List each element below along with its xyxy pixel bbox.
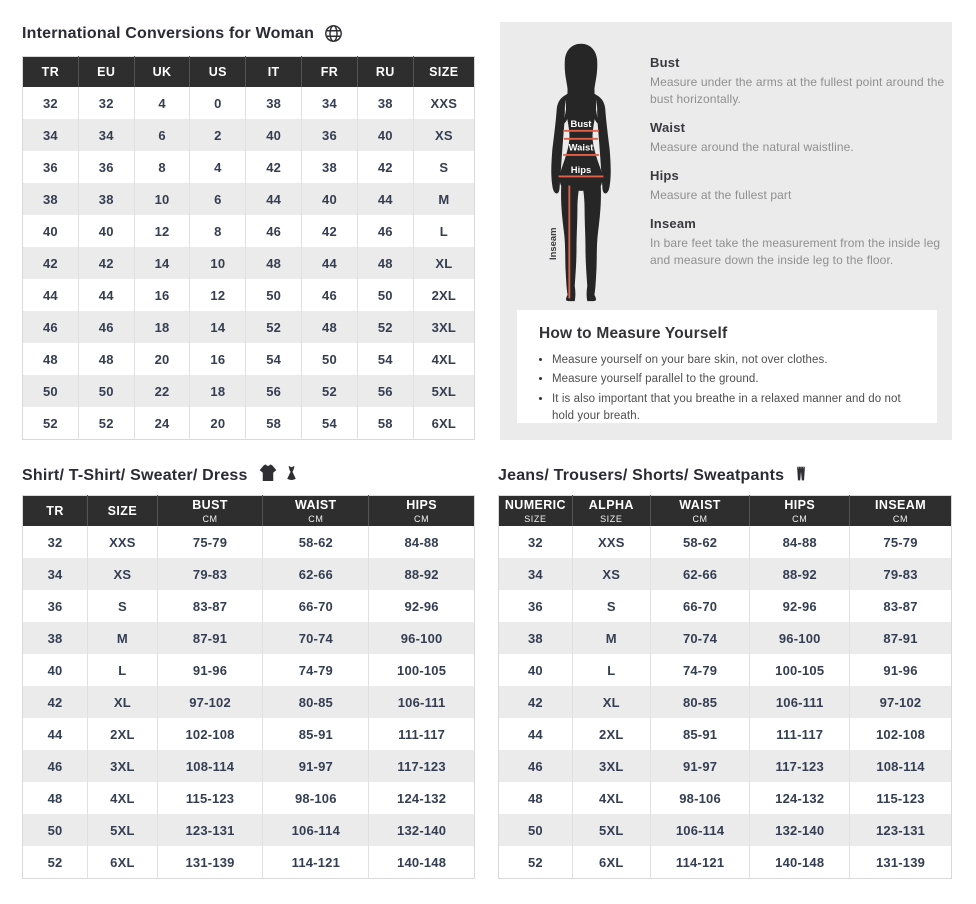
- table-cell: S: [572, 590, 650, 622]
- table-cell: 108-114: [850, 750, 952, 782]
- table-row: [499, 558, 952, 590]
- table-cell: 36: [23, 151, 79, 183]
- table-cell: 46: [23, 311, 79, 343]
- table-cell: 66-70: [263, 590, 369, 622]
- column-header: WAIST CM: [650, 496, 750, 527]
- table-cell: 48: [357, 247, 413, 279]
- table-cell: 14: [134, 247, 190, 279]
- table-row: [23, 407, 475, 440]
- how-to-bullet: • Measure yourself on your bare skin, not over clothes.: [552, 352, 915, 369]
- table-cell: 50: [78, 375, 134, 407]
- table-cell: 132-140: [369, 814, 475, 846]
- table-cell: 46: [23, 750, 88, 782]
- table-row: [499, 590, 952, 622]
- table-row: [23, 215, 475, 247]
- table-row: [499, 654, 952, 686]
- table-row: [23, 375, 475, 407]
- shirt-section-title-text: Shirt/ T-Shirt/ Sweater/ Dress: [22, 466, 248, 484]
- jeans-size-table: [498, 495, 952, 879]
- table-cell: 52: [23, 407, 79, 440]
- table-cell: 132-140: [750, 814, 850, 846]
- figure-bust-label: Bust: [570, 118, 592, 130]
- table-cell: 83-87: [850, 590, 952, 622]
- table-cell: 0: [190, 87, 246, 119]
- table-cell: 48: [302, 311, 358, 343]
- globe-icon: [324, 24, 343, 43]
- table-cell: S: [88, 590, 158, 622]
- table-cell: 54: [246, 343, 302, 375]
- table-cell: 12: [190, 279, 246, 311]
- table-cell: 140-148: [750, 846, 850, 879]
- table-cell: 50: [246, 279, 302, 311]
- table-cell: 85-91: [650, 718, 750, 750]
- table-cell: 102-108: [157, 718, 263, 750]
- table-row: [499, 526, 952, 558]
- table-cell: 115-123: [850, 782, 952, 814]
- table-cell: 87-91: [850, 622, 952, 654]
- table-cell: 58-62: [650, 526, 750, 558]
- table-cell: 44: [23, 718, 88, 750]
- table-row: [499, 718, 952, 750]
- column-header: TR: [23, 57, 79, 88]
- table-cell: 46: [499, 750, 573, 782]
- table-cell: L: [88, 654, 158, 686]
- table-cell: 6XL: [572, 846, 650, 879]
- table-cell: 123-131: [850, 814, 952, 846]
- table-cell: 96-100: [750, 622, 850, 654]
- tshirt-icon: [258, 463, 278, 488]
- table-cell: 34: [302, 87, 358, 119]
- measurement-instructions: [650, 55, 946, 281]
- table-cell: M: [572, 622, 650, 654]
- table-cell: 5XL: [413, 375, 474, 407]
- measure-item-hips: [650, 168, 946, 204]
- table-cell: 123-131: [157, 814, 263, 846]
- table-cell: 44: [246, 183, 302, 215]
- column-header: RU: [357, 57, 413, 88]
- table-cell: 140-148: [369, 846, 475, 879]
- table-cell: 4XL: [572, 782, 650, 814]
- measure-item-inseam: [650, 216, 946, 269]
- figure-hips-label: Hips: [570, 163, 592, 175]
- table-row: [23, 814, 475, 846]
- table-cell: 2XL: [572, 718, 650, 750]
- table-row: [499, 782, 952, 814]
- table-cell: 40: [78, 215, 134, 247]
- table-cell: 58: [357, 407, 413, 440]
- table-cell: 6XL: [413, 407, 474, 440]
- table-cell: 42: [302, 215, 358, 247]
- table-cell: 3XL: [413, 311, 474, 343]
- table-cell: 124-132: [750, 782, 850, 814]
- table-cell: 80-85: [263, 686, 369, 718]
- table-row: [23, 782, 475, 814]
- table-cell: 96-100: [369, 622, 475, 654]
- table-cell: 18: [134, 311, 190, 343]
- table-row: [499, 750, 952, 782]
- how-to-measure-title: How to Measure Yourself: [539, 325, 728, 342]
- table-cell: 102-108: [850, 718, 952, 750]
- table-cell: 91-96: [157, 654, 263, 686]
- table-cell: 32: [23, 87, 79, 119]
- table-cell: 91-97: [263, 750, 369, 782]
- measurement-panel: [500, 22, 952, 440]
- table-cell: 100-105: [750, 654, 850, 686]
- figure-inseam-label: Inseam: [546, 227, 558, 260]
- table-cell: 50: [302, 343, 358, 375]
- table-cell: 38: [23, 183, 79, 215]
- table-cell: XS: [572, 558, 650, 590]
- table-cell: 83-87: [157, 590, 263, 622]
- table-row: [23, 750, 475, 782]
- table-cell: 106-111: [369, 686, 475, 718]
- table-cell: 46: [302, 279, 358, 311]
- table-cell: XXS: [88, 526, 158, 558]
- table-cell: 46: [246, 215, 302, 247]
- table-cell: 50: [499, 814, 573, 846]
- table-cell: 42: [23, 247, 79, 279]
- table-cell: 3XL: [88, 750, 158, 782]
- table-cell: 34: [23, 558, 88, 590]
- table-cell: 16: [134, 279, 190, 311]
- table-row: [23, 558, 475, 590]
- table-cell: 106-114: [263, 814, 369, 846]
- table-cell: 42: [246, 151, 302, 183]
- table-cell: 36: [499, 590, 573, 622]
- table-cell: 79-83: [157, 558, 263, 590]
- table-cell: 58-62: [263, 526, 369, 558]
- table-cell: 48: [78, 343, 134, 375]
- table-cell: 58: [246, 407, 302, 440]
- table-cell: 38: [499, 622, 573, 654]
- column-header: FR: [302, 57, 358, 88]
- header-row: [23, 496, 475, 527]
- table-cell: 40: [246, 119, 302, 151]
- table-cell: 131-139: [850, 846, 952, 879]
- how-to-bullet: • It is also important that you breathe in a relaxed manner and do not hold your breath.: [552, 391, 915, 426]
- table-cell: 79-83: [850, 558, 952, 590]
- table-cell: 106-114: [650, 814, 750, 846]
- table-cell: 97-102: [157, 686, 263, 718]
- measure-item-text: Measure around the natural waistline.: [650, 140, 854, 155]
- table-cell: 22: [134, 375, 190, 407]
- table-cell: 38: [78, 183, 134, 215]
- table-cell: 32: [23, 526, 88, 558]
- table-cell: XXS: [413, 87, 474, 119]
- table-cell: 40: [499, 654, 573, 686]
- table-cell: 46: [357, 215, 413, 247]
- table-cell: XS: [413, 119, 474, 151]
- table-row: [23, 654, 475, 686]
- jeans-section-title: [498, 463, 808, 489]
- column-header: SIZE: [413, 57, 474, 88]
- column-header: BUST CM: [157, 496, 263, 527]
- table-cell: 36: [23, 590, 88, 622]
- table-cell: M: [88, 622, 158, 654]
- table-cell: M: [413, 183, 474, 215]
- table-cell: 44: [357, 183, 413, 215]
- pants-icon: [794, 463, 808, 489]
- table-cell: 52: [499, 846, 573, 879]
- table-cell: 111-117: [369, 718, 475, 750]
- table-cell: XL: [413, 247, 474, 279]
- table-cell: 54: [357, 343, 413, 375]
- table-row: [23, 119, 475, 151]
- table-cell: XXS: [572, 526, 650, 558]
- table-cell: 10: [190, 247, 246, 279]
- table-cell: 8: [134, 151, 190, 183]
- header-row: [23, 57, 475, 88]
- figure-waist-label: Waist: [568, 141, 594, 153]
- column-header: HIPS CM: [369, 496, 475, 527]
- table-cell: 92-96: [369, 590, 475, 622]
- table-row: [23, 151, 475, 183]
- table-cell: 3XL: [572, 750, 650, 782]
- table-cell: 54: [302, 407, 358, 440]
- table-cell: 18: [190, 375, 246, 407]
- table-cell: 100-105: [369, 654, 475, 686]
- table-cell: 124-132: [369, 782, 475, 814]
- column-header: EU: [78, 57, 134, 88]
- table-cell: 40: [357, 119, 413, 151]
- table-cell: XL: [572, 686, 650, 718]
- table-cell: 111-117: [750, 718, 850, 750]
- table-cell: 32: [78, 87, 134, 119]
- table-cell: 36: [78, 151, 134, 183]
- table-cell: 42: [357, 151, 413, 183]
- table-cell: 80-85: [650, 686, 750, 718]
- table-cell: 4: [190, 151, 246, 183]
- table-cell: 52: [357, 311, 413, 343]
- table-row: [23, 87, 475, 119]
- table-cell: 40: [23, 654, 88, 686]
- table-cell: 34: [23, 119, 79, 151]
- table-cell: 36: [302, 119, 358, 151]
- table-cell: 48: [499, 782, 573, 814]
- table-cell: XL: [88, 686, 158, 718]
- measure-item-waist: [650, 120, 946, 156]
- table-cell: 5XL: [572, 814, 650, 846]
- table-cell: 2XL: [88, 718, 158, 750]
- table-cell: 87-91: [157, 622, 263, 654]
- table-cell: 106-111: [750, 686, 850, 718]
- column-header: HIPS CM: [750, 496, 850, 527]
- column-header: IT: [246, 57, 302, 88]
- table-cell: 74-79: [263, 654, 369, 686]
- table-cell: 56: [246, 375, 302, 407]
- conversions-title: [22, 24, 343, 43]
- table-cell: 50: [357, 279, 413, 311]
- table-cell: 62-66: [650, 558, 750, 590]
- table-cell: 42: [78, 247, 134, 279]
- dress-icon: [284, 463, 299, 488]
- table-cell: 14: [190, 311, 246, 343]
- table-cell: 48: [23, 782, 88, 814]
- table-cell: XS: [88, 558, 158, 590]
- table-cell: 8: [190, 215, 246, 247]
- table-row: [23, 590, 475, 622]
- column-header: NUMERIC SIZE: [499, 496, 573, 527]
- table-cell: 52: [302, 375, 358, 407]
- table-cell: 34: [78, 119, 134, 151]
- table-cell: S: [413, 151, 474, 183]
- table-cell: 24: [134, 407, 190, 440]
- table-cell: 10: [134, 183, 190, 215]
- table-cell: 20: [134, 343, 190, 375]
- how-to-measure-list: [539, 352, 915, 425]
- table-cell: 62-66: [263, 558, 369, 590]
- table-cell: 92-96: [750, 590, 850, 622]
- column-header: UK: [134, 57, 190, 88]
- table-row: [23, 846, 475, 879]
- table-cell: 108-114: [157, 750, 263, 782]
- table-cell: 88-92: [369, 558, 475, 590]
- table-row: [23, 718, 475, 750]
- table-cell: 4: [134, 87, 190, 119]
- table-row: [499, 814, 952, 846]
- table-cell: 56: [357, 375, 413, 407]
- measure-item-text: In bare feet take the measurement from the inside leg and measure down the inside leg to the floor.: [650, 236, 941, 268]
- table-row: [23, 311, 475, 343]
- table-cell: 40: [302, 183, 358, 215]
- conversions-title-text: International Conversions for Woman: [22, 24, 315, 42]
- table-cell: 38: [357, 87, 413, 119]
- table-cell: 44: [499, 718, 573, 750]
- table-cell: 117-123: [750, 750, 850, 782]
- table-cell: 91-97: [650, 750, 750, 782]
- measure-item-text: Measure at the fullest part: [650, 188, 792, 203]
- table-cell: 117-123: [369, 750, 475, 782]
- table-cell: 6: [134, 119, 190, 151]
- table-cell: 38: [302, 151, 358, 183]
- table-cell: 50: [23, 814, 88, 846]
- table-cell: 6XL: [88, 846, 158, 879]
- shirt-section-title: [22, 463, 299, 488]
- table-cell: 46: [78, 311, 134, 343]
- table-cell: 38: [23, 622, 88, 654]
- table-cell: 34: [499, 558, 573, 590]
- jeans-section-title-text: Jeans/ Trousers/ Shorts/ Sweatpants: [498, 467, 785, 484]
- table-cell: 114-121: [650, 846, 750, 879]
- table-cell: 50: [23, 375, 79, 407]
- measure-item-title: Waist: [650, 120, 686, 136]
- table-cell: 12: [134, 215, 190, 247]
- table-cell: 131-139: [157, 846, 263, 879]
- woman-silhouette-figure: [536, 42, 626, 302]
- measure-item-title: Hips: [650, 168, 679, 184]
- table-cell: 42: [499, 686, 573, 718]
- conversion-table: [22, 56, 475, 440]
- measure-item-title: Bust: [650, 55, 680, 70]
- table-row: [23, 526, 475, 558]
- table-cell: 52: [78, 407, 134, 440]
- table-cell: 4XL: [88, 782, 158, 814]
- table-cell: 52: [246, 311, 302, 343]
- table-cell: 42: [23, 686, 88, 718]
- table-cell: 84-88: [369, 526, 475, 558]
- table-cell: 48: [23, 343, 79, 375]
- table-row: [23, 343, 475, 375]
- table-cell: 66-70: [650, 590, 750, 622]
- table-cell: 75-79: [157, 526, 263, 558]
- table-cell: 48: [246, 247, 302, 279]
- measure-item-bust: [650, 55, 946, 108]
- table-cell: 98-106: [650, 782, 750, 814]
- table-row: [23, 183, 475, 215]
- table-cell: 70-74: [650, 622, 750, 654]
- table-row: [499, 622, 952, 654]
- table-cell: 114-121: [263, 846, 369, 879]
- column-header: ALPHA SIZE: [572, 496, 650, 527]
- table-cell: L: [413, 215, 474, 247]
- table-cell: 52: [23, 846, 88, 879]
- table-row: [499, 846, 952, 879]
- table-cell: 75-79: [850, 526, 952, 558]
- table-cell: 5XL: [88, 814, 158, 846]
- column-header: SIZE: [88, 496, 158, 527]
- table-cell: 2: [190, 119, 246, 151]
- shirt-size-table: [22, 495, 475, 879]
- table-row: [23, 247, 475, 279]
- table-cell: 91-96: [850, 654, 952, 686]
- header-row: [499, 496, 952, 527]
- table-cell: 44: [23, 279, 79, 311]
- table-cell: 88-92: [750, 558, 850, 590]
- table-cell: 44: [302, 247, 358, 279]
- table-row: [23, 279, 475, 311]
- measure-item-title: Inseam: [650, 216, 697, 232]
- table-cell: 38: [246, 87, 302, 119]
- how-to-bullet: • Measure yourself parallel to the ground.: [552, 371, 915, 388]
- column-header: US: [190, 57, 246, 88]
- table-cell: 4XL: [413, 343, 474, 375]
- table-cell: 40: [23, 215, 79, 247]
- how-to-measure-box: [517, 310, 937, 423]
- table-cell: 84-88: [750, 526, 850, 558]
- table-cell: 98-106: [263, 782, 369, 814]
- table-cell: 85-91: [263, 718, 369, 750]
- table-cell: 16: [190, 343, 246, 375]
- table-row: [499, 686, 952, 718]
- table-cell: 2XL: [413, 279, 474, 311]
- table-cell: 32: [499, 526, 573, 558]
- table-cell: 6: [190, 183, 246, 215]
- measure-item-text: Measure under the arms at the fullest point around the bust horizontally.: [650, 75, 945, 107]
- table-row: [23, 622, 475, 654]
- table-cell: 115-123: [157, 782, 263, 814]
- table-cell: 70-74: [263, 622, 369, 654]
- table-row: [23, 686, 475, 718]
- table-cell: 44: [78, 279, 134, 311]
- table-cell: 20: [190, 407, 246, 440]
- column-header: INSEAM CM: [850, 496, 952, 527]
- column-header: TR: [23, 496, 88, 527]
- table-cell: L: [572, 654, 650, 686]
- column-header: WAIST CM: [263, 496, 369, 527]
- table-cell: 97-102: [850, 686, 952, 718]
- table-cell: 74-79: [650, 654, 750, 686]
